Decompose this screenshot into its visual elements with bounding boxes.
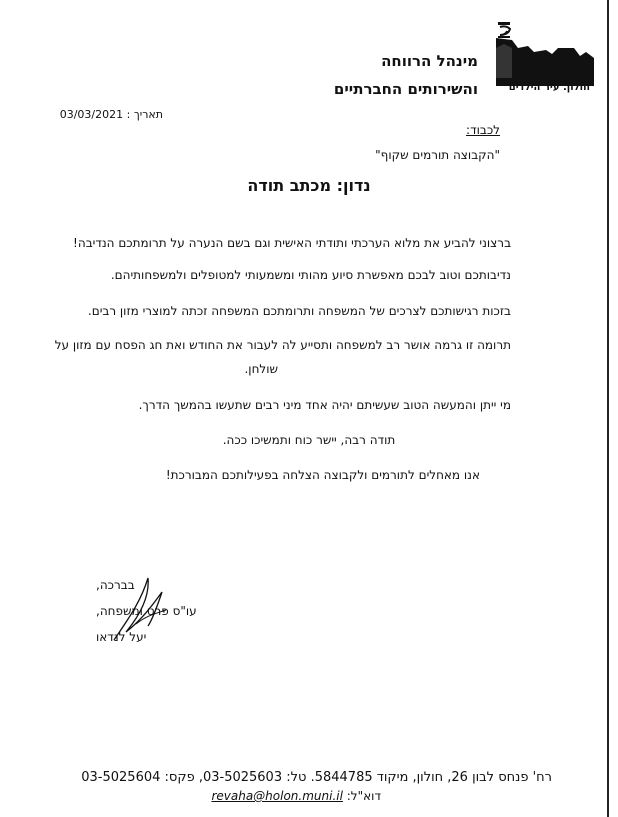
org-name-line2: והשירותים החברתיים	[333, 80, 478, 98]
body-paragraph-3: בזכות רגישותכם לצרכים של המשפחה ותרומתכם המשפחה זכתה למוצרי מזון רבים.	[87, 304, 511, 318]
body-paragraph-1: ברצוני להביע את מלוא הערכתי ותודתי האישית וגם בשם הנערה על תרומתכם הנדיבה!	[73, 236, 511, 250]
recipient-label: לכבוד:	[466, 123, 500, 137]
body-paragraph-2: נדיבותכם וטוב לבכם מאפשרת סיוע מהותי ומשמעותי למטופלים ולמשפחותיהם.	[110, 268, 511, 282]
letter-subject: נדון: מכתב תודה	[247, 176, 371, 195]
signoff-title: עו"ס פרט ומשפחה,	[96, 604, 197, 618]
date-value: 03/03/2021	[59, 108, 124, 121]
footer-email-link[interactable]: revaha@holon.muni.il	[211, 789, 343, 803]
recipient-name: "הקבוצה תורמים שקוף"	[375, 148, 500, 162]
org-name-line1: מינהל הרווחה	[381, 52, 478, 70]
body-paragraph-4: תרומה זו גרמה אושר רב למשפחה ותסייע לה לעבור את החודש ואת חג הפסח עם מזון על	[54, 338, 511, 352]
body-paragraph-5: מי ייתן והמעשה הטוב שעשיתם יהיה אחד מיני רבים שתעשו בהמשך הדרך.	[138, 398, 511, 412]
logo-tagline: חולון. עיר הילדים	[508, 82, 590, 93]
body-paragraph-7: אנו מאחלים לתורמים ולקבוצה הצלחה בפעילותכם המבורכת!	[165, 468, 480, 482]
signoff-name: יעל לנדאו	[96, 630, 147, 644]
footer-email-line	[211, 789, 381, 803]
date-label: תאריך :	[126, 108, 163, 121]
footer-email-label: דוא"ל:	[346, 789, 381, 803]
body-paragraph-6: תודה רבה, יישר כוח ותמשיכו ככה.	[222, 433, 396, 447]
body-paragraph-4-cont: שולחן.	[244, 362, 278, 376]
footer-address: רח' פנחס לבון 26, חולון, מיקוד 5844785. טל: 03-5025603, פקס: 03-5025604	[81, 770, 552, 785]
page-edge	[607, 0, 609, 817]
signoff-greeting: בברכה,	[96, 578, 135, 592]
date-line	[60, 108, 163, 121]
